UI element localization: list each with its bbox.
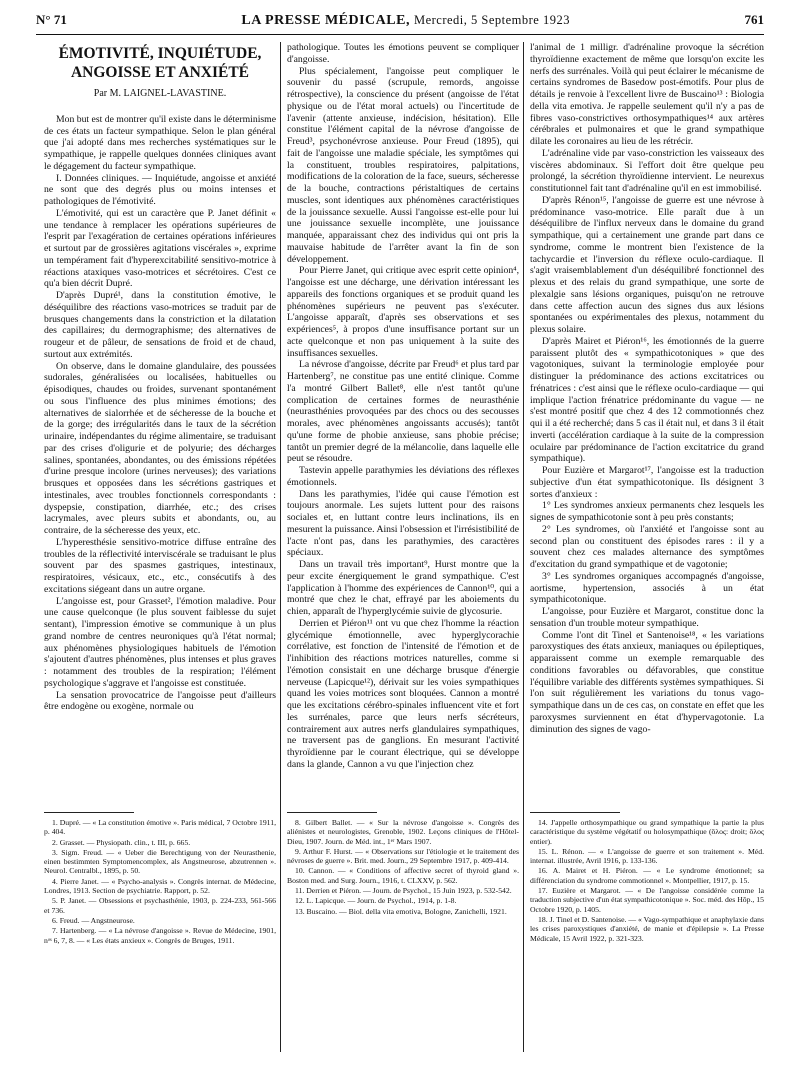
footnote-rule	[44, 812, 134, 813]
footnote: 1. Dupré. — « La constitution émotive ». Paris médical, 7 Octobre 1911, p. 404.	[44, 818, 276, 837]
paragraph: La sensation provocatrice de l'angoisse peut d'ailleurs être endogène ou exogène, normale ou	[44, 689, 276, 713]
article-title	[44, 44, 276, 82]
paragraph: L'angoisse, pour Euzière et Margarot, constitue donc la sensation d'un trouble moteur sympathique.	[530, 606, 764, 629]
paragraph: Derrien et Piéron¹¹ ont vu que chez l'homme la réaction glycémique émotionnelle, avec hyperglycorachie corrélative, est fonction de l'intensité de l'émotion et de l'inhibition des réactions motrices naturelles, comme si l'émotion consistait en une décharge brusque d'énergie nerveuse (Lapicque¹²), dérivait sur les voies sympathiques quand les voies motrices sont bloquées. Cannon a montré que les excitations cérébro-spinales influencent vite et fort les surrénales, parce que leurs nerfs sécréteurs, contrairement aux autres nerfs glandulaires sympathiques, ne traversent pas de ganglions. En mesurant l'activité thyroïdienne par le courant électrique, qui se développe dans la glande, Cannon a vu que l'injection chez	[287, 617, 519, 770]
paragraph: D'après Dupré¹, dans la constitution émotive, le déséquilibre des réactions vaso-motrices se traduit par de brusques changements dans la constriction et la dilatation des capillaires; du dermographisme; des alternatives de rougeur et de pâleur, de sensations de froid et de chaud, surtout aux extrémités.	[44, 290, 276, 360]
paragraph: Mon but est de montrer qu'il existe dans le déterminisme de ces états un facteur sympathique. Selon le plan général que j'ai adopté dans mes recherches systématiques sur le sympathique, je rappelle quelques données cliniques avant le dégagement du facteur sympathique.	[44, 113, 276, 172]
header-rule	[36, 34, 764, 35]
column-separator	[523, 42, 524, 1052]
journal-masthead	[241, 13, 570, 29]
paragraph: pathologique. Toutes les émotions peuvent se compliquer d'angoisse.	[287, 42, 519, 65]
paragraph: L'hyperesthésie sensitivo-motrice diffuse entraîne des troubles de la réflectivité interviscérale se traduisant le plus souvent par des spasmes gastriques, intestinaux, respiratoires, vésicaux, etc., etc., consécutifs à des excitations siégeant dans un autre organe.	[44, 536, 276, 595]
footnote: 4. Pierre Janet. — « Psycho-analysis ». Congrès internat. de Médecine, Londres, 1913. Section de psychiatrie. Rapport, p. 52.	[44, 876, 276, 896]
footnote: 12. L. Lapicque. — Journ. de Psychol., 1914, p. 1-8.	[295, 896, 457, 906]
title-line-2: ANGOISSE ET ANXIÉTÉ	[70, 64, 250, 81]
journal-title: LA PRESSE MÉDICALE,	[241, 13, 410, 28]
footnote: 13. Buscaino. — Biol. della vita emotiva, Bologne, Zanichelli, 1921.	[295, 906, 507, 916]
footnote: 6. Freud. — Angstneurose.	[52, 915, 135, 925]
paragraph: Pour Euzière et Margarot¹⁷, l'angoisse est la traduction subjective d'un état sympathicotonique. Ils désignent 3 sortes d'anxieux :	[530, 465, 764, 500]
paragraph: Pour Pierre Janet, qui critique avec esprit cette opinion⁴, l'angoisse est une décharge, une dérivation intéressant les appareils des fonctions organiques et se produit quand les phénomènes supérieurs ne peuvent pas s'exécuter. L'angoisse apparaît, d'après ses observations et ses expériences⁵, à propos d'une insuffisance portant sur un acte quelconque et non pas uniquement à la suite des insuffisances sexuelles.	[287, 265, 519, 359]
paragraph: I. Données cliniques. — Inquiétude, angoisse et anxiété ne sont que des degrés plus ou moins intenses et pathologiques de l'émotivité.	[44, 172, 276, 207]
paragraph: L'angoisse est, pour Grasset², l'émotion maladive. Pour une cause quelconque (le plus souvent faiblesse du sujet sentant), l'impression émotive se communique à un plus grand nombre de centres neuroniques qu'à l'état normal; aux phénomènes physiologiques habituels de l'émotion s'ajoutent d'autres phénomènes, plus intenses et plus graves : notamment des troubles de la respiration; l'élément psychologique s'aggrave et l'angoisse est constituée.	[44, 595, 276, 689]
footnote: 5. P. Janet. — Obsessions et psychasthénie, 1903, p. 224-233, 561-566 et 736.	[44, 896, 276, 915]
footnotes-column-3	[530, 818, 764, 1058]
footnote: 7. Hartenberg. — « La névrose d'angoisse ». Revue de Médecine, 1901, nᵒˢ 6, 7, 8. — « Les états anxieux ». Congrès de Bruges, 1911.	[44, 926, 276, 945]
column-2	[287, 42, 519, 770]
paragraph: On observe, dans le domaine glandulaire, des poussées sudorales, généralisées ou localisées, habituelles ou épisodiques, chaudes ou froides, survenant spontanément ou sous l'influence des plus minimes émotions; des alternatives de sialorrhée et de sécheresse de la bouche et de la gorge; des irrégularités dans le taux de la sécrétion urinaire, indépendantes du régime alimentaire, se traduisant par des crises d'oligurie et de polyurie; des décharges salines, spontanées, abondantes, ou des émissions répétées d'urine presque incolore (urines nerveuses); des variations brusques et opposées dans les sécrétions gastriques et intestinales, avec troubles fonctionnels correspondants : dyspepsie, constipation, diarrhée, etc.; des crises lacrymales, avec pleurs subits et abondants, ou, au contraire, de la sécheresse des yeux, etc.	[44, 360, 276, 536]
paragraph: Dans les parathymies, l'idée qui cause l'émotion est toujours anormale. Les sujets luttent pour des raisons sociales et, en luttant contre leurs inclinations, ils en mesurent la puissance. Ainsi l'obsession et l'irrésistibilité de l'acte n'ont pas, dans les parathymies, des caractères spéciaux.	[287, 488, 519, 559]
footnote: 14. J'appelle orthosympathique ou grand sympathique la partie la plus caractéristique du système végétatif ou holosympathique (ὅλος: droit; ὅλος entier).	[530, 818, 764, 846]
paragraph: l'animal de 1 milligr. d'adrénaline provoque la sécrétion thyroïdienne exactement de même que lorsqu'on excite les nerfs des surrénales. Voilà qui peut éclairer le mécanisme de certains syndromes de Basedow post-émotifs. Pour plus de détails je renvoie à l'excellent livre de Buscaino¹³ : Biologia della vita emotiva. Je rappelle seulement qu'il n'y a pas de fibres vaso-constrictives orthosympathiques¹⁴ aux artères cérébrales et pulmonaires et que le grand sympathique dilate les coronaires au lieu de les rétrécir.	[530, 42, 764, 147]
page-number-left: N° 71	[36, 12, 67, 27]
paragraph: Dans un travail très important⁹, Hurst montre que la peur excite énergiquement le grand sympathique. C'est l'application à l'homme des expériences de Cannon¹⁰, qui a montré que chez le chat, effrayé par les aboiements du chien, apparaît de l'hyperglycémie suivie de glycosurie.	[287, 559, 519, 617]
footnote-rule	[530, 812, 620, 813]
paragraph: Plus spécialement, l'angoisse peut compliquer le souvenir du passé (scrupule, remords, angoisse rétrospective), la conscience du présent (angoisse de l'état physique ou de l'état moral actuels) ou l'incertitude de l'avenir (attente anxieuse, indécision, hésitation). Elle constitue l'élément capital de la névrose d'angoisse de Freud³, psychonévrose anxieuse. Pour Freud (1895), qui fait de l'angoisse une maladie spéciale, les symptômes qui la constituent, troubles respiratoires, palpitations, modifications de la coloration de la face, sueurs, sécheresse de la bouche, contractions péristaltiques de certains muscles, sont identiques aux phénomènes caractéristiques de la jouissance sexuelle. Aussi l'angoisse est-elle pour lui une jouissance sexuelle incomplète, une jouissance manquée, apparaissant chez des individus qui ont pris la mauvaise habitude de l'arrêter avant la fin de son développement.	[287, 65, 519, 265]
column-1	[44, 42, 276, 758]
footnote: 10. Cannon. — « Conditions of affective secret of thyroid gland ». Boston med. and Surg. Journ., 1916, t. CLXXV, p. 562.	[287, 866, 519, 885]
issue-date: Mercredi, 5 Septembre 1923	[413, 13, 570, 27]
paragraph: Tastevin appelle parathymies les déviations des réflexes émotionnels.	[287, 465, 519, 488]
paragraph: D'après Rénon¹⁵, l'angoisse de guerre est une névrose à prédominance vaso-motrice. Elle paraît due à un déséquilibre de l'influx nerveux dans le domaine du grand sympathique, qui a certainement une grande part dans ce syndrome, comme le montrent bien l'existence de la tachycardie et l'inversion du réflexe oculo-cardiaque. Il s'agit vraisemblablement d'un déséquilibré fonctionnel des plexus et des relais du grand sympathique, une sorte de plexalgie sans lésions organiques, puisqu'on ne retrouve dans cette affection aucun des signes dus aux lésions spontanées ou expérimentales des plexus, notamment du plexus solaire.	[530, 194, 764, 335]
footnote: 3. Sigm. Freud. — « Ueber die Berechtigung von der Neurasthenie, einen bestimmten Symptomencomplex, als Angstneurose, abzutrennen ». Neurol. Centralbl., 1895, p. 50.	[44, 847, 276, 876]
paragraph: Comme l'ont dit Tinel et Santenoise¹⁸, « les variations paroxystiques des états anxieux, maniaques ou épileptiques, apparaissent comme un exemple remarquable des conditions favorables ou défavorables, que constitue l'équilibre variable des différents systèmes sympathiques. Si l'on suit régulièrement les variations du tonus vago-sympathique dans un de ces cas, on constate en effet que les paroxysmes surviennent en état d'hypervagotonie. La diminution des signes de vago-	[530, 629, 764, 735]
column-separator	[280, 42, 281, 1052]
paragraph: D'après Mairet et Piéron¹⁶, les émotionnés de la guerre paraissent plutôt des « sympathicotoniques » que des vagotoniques, suivant la terminologie employée pour distinguer la prédominance des actions excitatrices ou frénatrices : c'est ainsi que le réflexe oculo-cardiaque — qui implique l'action frénatrice prédominante du vague — ne s'est montré positif que chez 4 des 12 commotionnés chez qui il a été recherché; dans 5 cas il était nul, et dans 3 il était inverti (accélération cardiaque à la suite de la compression oculaire par prédominance de l'action excitatrice du grand sympathique).	[530, 335, 764, 465]
page-number-right: 761	[744, 12, 764, 27]
page-header	[36, 12, 764, 32]
footnote: 15. L. Rénon. — « L'angoisse de guerre et son traitement ». Méd. internat. illustrée, Avril 1916, p. 133-136.	[530, 846, 764, 866]
footnote: 2. Grasset. — Physiopath. clin., t. III, p. 665.	[52, 837, 191, 847]
paragraph: 2° Les syndromes, où l'anxiété et l'angoisse sont au second plan ou constituent des épisodes rares : il y a souvent chez ces malades alternance des symptômes d'excitation du grand sympathique et de vagotonie;	[530, 523, 764, 570]
footnote: 17. Euzière et Margarot. — « De l'angoisse considérée comme la traduction subjective d'un état sympathicotonique ». Soc. méd. des Hôp., 15 Octobre 1920, p. 1405.	[530, 886, 764, 914]
footnote: 9. Arthur F. Hurst. — « Observations sur l'étiologie et le traitement des névroses de guerre ». Brit. med. Journ., 29 Septembre 1917, p. 409-414.	[287, 846, 519, 866]
paragraph: L'émotivité, qui est un caractère que P. Janet définit « une tendance à remplacer les opérations supérieures de l'esprit par l'exagération de certaines opérations inférieures et surtout par de grossières agitations viscérales », exprime un tempérament fait d'hyperexcitabilité sensitivo-motrice à réactions ataxiques vaso-motrices et sécrétoires. C'est ce qu'a bien décrit Dupré.	[44, 207, 276, 290]
footnote: 8. Gilbert Ballet. — « Sur la névrose d'angoisse ». Congrès des aliénistes et neurologistes, Grenoble, 1902. Leçons cliniques de l'Hôtel-Dieu, 1907. Journ. de Méd. int., 1ᵉʳ Mars 1907.	[287, 818, 519, 846]
paragraph: L'adrénaline vide par vaso-constriction les vaisseaux des viscères abdominaux. Si l'effort doit être quelque peu prolongé, la sécrétion thyroïdienne intervient. Le neurexus constitutionnel fait tant d'adrénaline qu'il en est immobilisé.	[530, 147, 764, 194]
column-3	[530, 42, 764, 762]
footnotes-column-1	[44, 818, 276, 1058]
column-1-body	[44, 114, 276, 713]
paragraph: La névrose d'angoisse, décrite par Freud⁶ et plus tard par Hartenberg⁷, ne constitue pas une entité clinique. Comme l'a montré Gilbert Ballet⁸, elle n'est tantôt qu'une complication de certaines formes de neurasthénie (neurasthénies provoquées par des chocs ou des secousses morales, avec phénomènes angoissants accusés); tantôt qu'une forme de phobie anxieuse, sans phobie précise; tantôt un premier degré de la mélancolie, dans laquelle elle peut se résoudre.	[287, 359, 519, 465]
paragraph: 1° Les syndromes anxieux permanents chez lesquels les signes de sympathicotonie sont à peu près constants;	[530, 500, 764, 523]
title-line-1: ÉMOTIVITÉ, INQUIÉTUDE,	[58, 45, 262, 62]
footnote-rule	[287, 812, 377, 813]
footnote: 11. Derrien et Piéron. — Journ. de Psychol., 15 Juin 1923, p. 532-542.	[295, 886, 512, 896]
article-author: Par M. LAIGNEL-LAVASTINE.	[93, 88, 227, 99]
footnotes-column-2	[287, 818, 519, 1058]
footnote: 16. A. Mairet et H. Piéron. — « Le syndrome émotionnel; sa différenciation du syndrome commotionnel ». Montpellier, 1917, p. 15.	[530, 866, 764, 885]
footnote: 18. J. Tinel et D. Santenoise. — « Vago-sympathique et anaphylaxie dans les crises paroxystiques d'anxiété, de manie et d'épilepsie ». La Presse Médicale, 15 Avril 1922, p. 321-323.	[530, 914, 764, 943]
paragraph: 3° Les syndromes organiques accompagnés d'angoisse, aortisme, hypertension, associés à un état sympathicotonique.	[530, 570, 764, 606]
